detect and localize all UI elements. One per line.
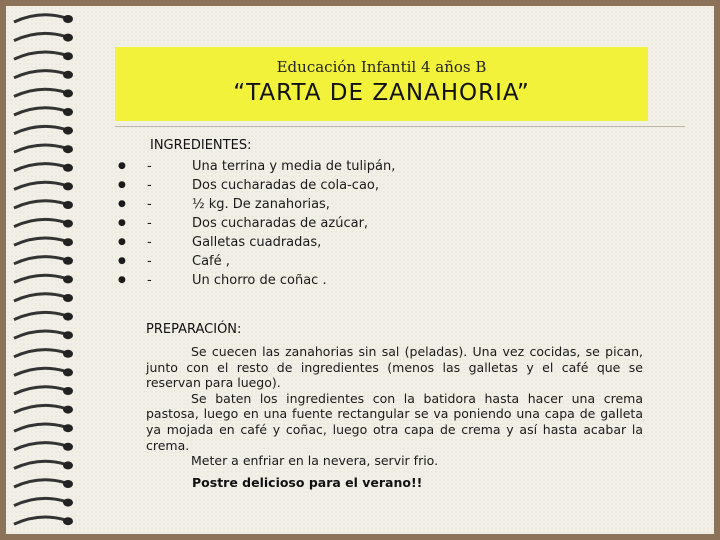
binding-hole [63,52,73,60]
binding-hole [63,480,73,488]
preparation-paragraph: Se cuecen las zanahorias sin sal (peladas). Una vez cocidas, se pican, junto con el resto de ingredientes (menos las galletas y el café que se reservan para luego). [146,344,643,391]
binding-hole [63,350,73,358]
binding-hole [63,424,73,432]
binding-hole [63,294,73,302]
binding-ring [14,480,66,487]
binding-ring [14,443,66,450]
binding-ring [14,108,66,115]
binding-hole [63,313,73,321]
binding-ring [14,424,66,431]
binding-hole [63,108,73,116]
binding-ring [14,33,66,40]
binding-hole [63,499,73,507]
binding-hole [63,275,73,283]
binding-hole [63,368,73,376]
binding-ring [14,405,66,412]
binding-ring [14,331,66,338]
bullet-icon: ● [118,237,126,247]
binding-ring [14,201,66,208]
binding-hole [63,238,73,246]
binding-ring [14,15,66,22]
binding-ring [14,219,66,226]
binding-ring [14,517,66,524]
binding-hole [63,145,73,153]
bullet-icon: ● [118,161,126,171]
binding-hole [63,164,73,172]
binding-hole [63,220,73,228]
binding-hole [63,127,73,135]
binding-hole [63,201,73,209]
binding-ring [14,52,66,59]
binding-hole [63,387,73,395]
binding-ring [14,71,66,78]
binding-hole [63,517,73,525]
preparation-paragraph: Meter a enfriar en la nevera, servir frio. [191,453,439,469]
binding-ring [14,238,66,245]
binding-hole [63,15,73,23]
binding-ring [14,145,66,152]
binding-hole [63,443,73,451]
binding-ring [14,368,66,375]
binding-hole [63,71,73,79]
preparation-heading: PREPARACIÓN: [146,322,242,337]
divider-line [115,126,685,127]
preparation-paragraph: Se baten los ingredientes con la batidora hasta hacer una crema pastosa, luego en una fuente rectangular se va poniendo una capa de galleta ya mojada en café y coñac, luego otra capa de crema y así hasta acabar la crema. [146,390,643,453]
binding-ring [14,89,66,96]
spiral-binding [0,0,78,540]
closing-line: Postre delicioso para el verano!! [192,475,423,490]
bullet-icon: ● [118,256,126,266]
binding-hole [63,34,73,42]
bullet-icon: ● [118,218,126,228]
binding-ring [14,461,66,468]
recipe-title: “TARTA DE ZANAHORIA” [233,80,530,106]
bullet-icon: ● [118,180,126,190]
ingredients-heading: INGREDIENTES: [150,138,252,153]
binding-hole [63,461,73,469]
binding-hole [63,331,73,339]
binding-ring [14,498,66,505]
binding-ring [14,182,66,189]
binding-ring [14,257,66,264]
binding-hole [63,182,73,190]
binding-ring [14,387,66,394]
binding-ring [14,126,66,133]
binding-hole [63,257,73,265]
binding-ring [14,350,66,357]
binding-ring [14,312,66,319]
class-subtitle: Educación Infantil 4 años B [276,58,487,76]
binding-hole [63,406,73,414]
binding-ring [14,294,66,301]
binding-ring [14,275,66,282]
bullet-icon: ● [118,275,126,285]
binding-hole [63,89,73,97]
binding-ring [14,164,66,171]
title-banner [115,47,648,121]
bullet-icon: ● [118,199,126,209]
preparation-text [146,344,643,469]
